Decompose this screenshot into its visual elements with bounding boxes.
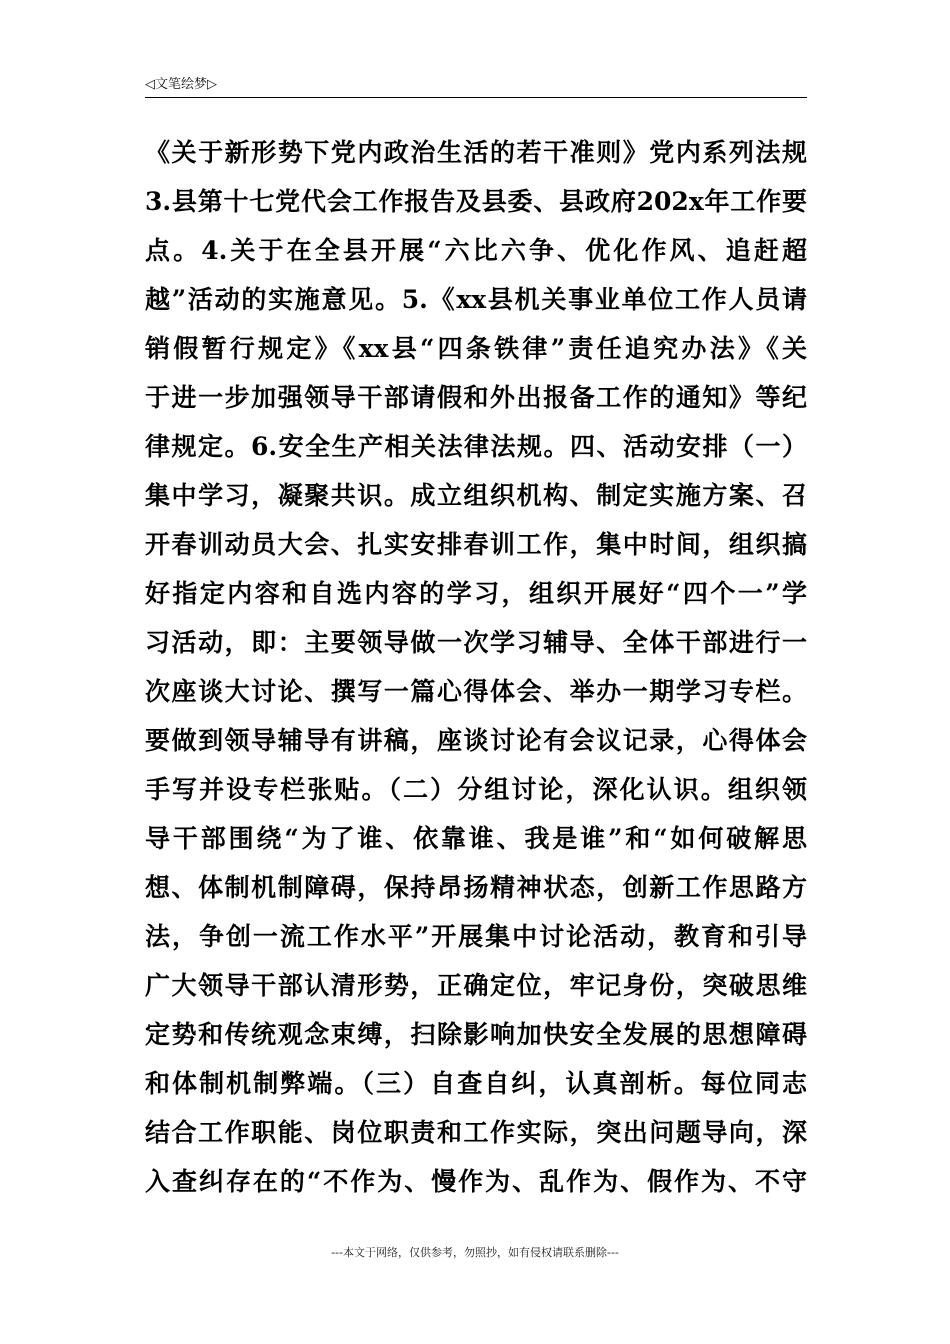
body-line: 广大领导干部认清形势，正确定位，牢记身份，突破思维 <box>145 971 807 1000</box>
body-line: 习活动，即：主要领导做一次学习辅导、全体干部进行一 <box>145 628 807 657</box>
body-line: 定势和传统观念束缚，扫除影响加快安全发展的思想障碍 <box>145 1020 807 1049</box>
body-line: 《关于新形势下党内政治生活的若干准则》党内系列法规 <box>145 138 807 167</box>
footer-disclaimer: ---本文于网络，仅供参考，勿照抄，如有侵权请联系删除--- <box>331 1246 619 1259</box>
body-line: 3.县第十七党代会工作报告及县委、县政府202x年工作要 <box>145 187 807 216</box>
body-line: 销假暂行规定》《xx县“四条铁律”责任追究办法》《关 <box>145 334 807 363</box>
body-line: 手写并设专栏张贴。（二）分组讨论，深化认识。组织领 <box>145 775 807 804</box>
body-line: 开春训动员大会、扎实安排春训工作，集中时间，组织搞 <box>145 530 807 559</box>
body-line: 点。4.关于在全县开展“六比六争、优化作风、追赶超 <box>145 236 807 265</box>
body-line: 结合工作职能、岗位职责和工作实际，突出问题导向，深 <box>145 1118 807 1147</box>
body-line: 要做到领导辅导有讲稿，座谈讨论有会议记录，心得体会 <box>145 726 807 755</box>
body-line: 导干部围绕“为了谁、依靠谁、我是谁”和“如何破解思 <box>145 824 807 853</box>
body-line: 入查纠存在的“不作为、慢作为、乱作为、假作为、不守 <box>145 1167 807 1196</box>
body-line: 好指定内容和自选内容的学习，组织开展好“四个一”学 <box>145 579 807 608</box>
body-line: 集中学习，凝聚共识。成立组织机构、制定实施方案、召 <box>145 481 807 510</box>
body-line: 于进一步加强领导干部请假和外出报备工作的通知》等纪 <box>145 383 807 412</box>
body-line: 律规定。6.安全生产相关法律法规。四、活动安排（一） <box>145 432 807 461</box>
document-body <box>145 128 807 1206</box>
body-line: 法，争创一流工作水平”开展集中讨论活动，教育和引导 <box>145 922 807 951</box>
body-line: 越”活动的实施意见。5.《xx县机关事业单位工作人员请 <box>145 285 807 314</box>
body-line: 和体制机制弊端。（三）自查自纠，认真剖析。每位同志 <box>145 1069 807 1098</box>
document-header: ◁文笔绘梦▷ <box>145 77 217 92</box>
body-line: 次座谈大讨论、撰写一篇心得体会、举办一期学习专栏。 <box>145 677 807 706</box>
body-line: 想、体制机制障碍，保持昂扬精神状态，创新工作思路方 <box>145 873 807 902</box>
header-divider <box>145 97 807 98</box>
